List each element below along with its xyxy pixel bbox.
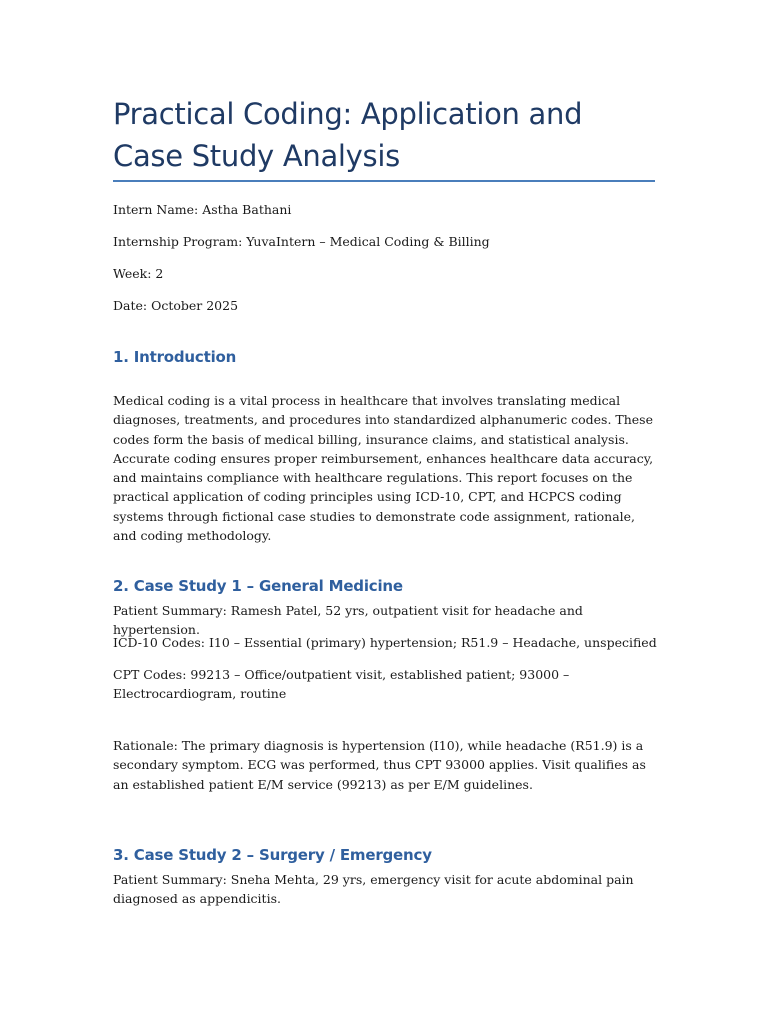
intern-name: Intern Name: Astha Bathani: [113, 202, 292, 217]
case-study-1-icd-codes: ICD-10 Codes: I10 – Essential (primary) hypertension; R51.9 – Headache, unspecified: [113, 635, 657, 650]
case-study-2-heading: 3. Case Study 2 – Surgery / Emergency: [113, 846, 432, 864]
week: Week: 2: [113, 266, 164, 281]
internship-program: Internship Program: YuvaIntern – Medical Coding & Billing: [113, 234, 490, 249]
case-study-2-summary: Patient Summary: Sneha Mehta, 29 yrs, emergency visit for acute abdominal pain diagnosed as appendicitis.: [113, 872, 634, 907]
case-study-1-heading: 2. Case Study 1 – General Medicine: [113, 577, 403, 595]
document-title: Practical Coding: Application and Case Study Analysis: [113, 97, 583, 173]
case-study-1-summary: Patient Summary: Ramesh Patel, 52 yrs, outpatient visit for headache and hypertension.: [113, 603, 583, 638]
case-study-1-cpt-codes: CPT Codes: 99213 – Office/outpatient visit, established patient; 93000 – Electrocardiogram, routine: [113, 667, 570, 702]
date: Date: October 2025: [113, 298, 239, 313]
case-study-1-rationale: Rationale: The primary diagnosis is hypertension (I10), while headache (R51.9) is a secondary symptom. ECG was performed, thus CPT 93000 applies. Visit qualifies as an established patient E/M service (99213) as per E/M guidelines.: [113, 738, 646, 792]
introduction-paragraph: Medical coding is a vital process in healthcare that involves translating medical diagnoses, treatments, and procedures into standardized alphanumeric codes. These codes form the basis of medical billing, insurance claims, and statistical analysis. Accurate coding ensures proper reimbursement, enhances healthcare data accuracy, and maintains compliance with healthcare regulations. This report focuses on the practical application of coding principles using ICD-10, CPT, and HCPCS coding systems through fictional case studies to demonstrate code assignment, rationale, and coding methodology.: [113, 393, 654, 544]
title-underline: [113, 180, 655, 182]
introduction-heading: 1. Introduction: [113, 348, 237, 366]
